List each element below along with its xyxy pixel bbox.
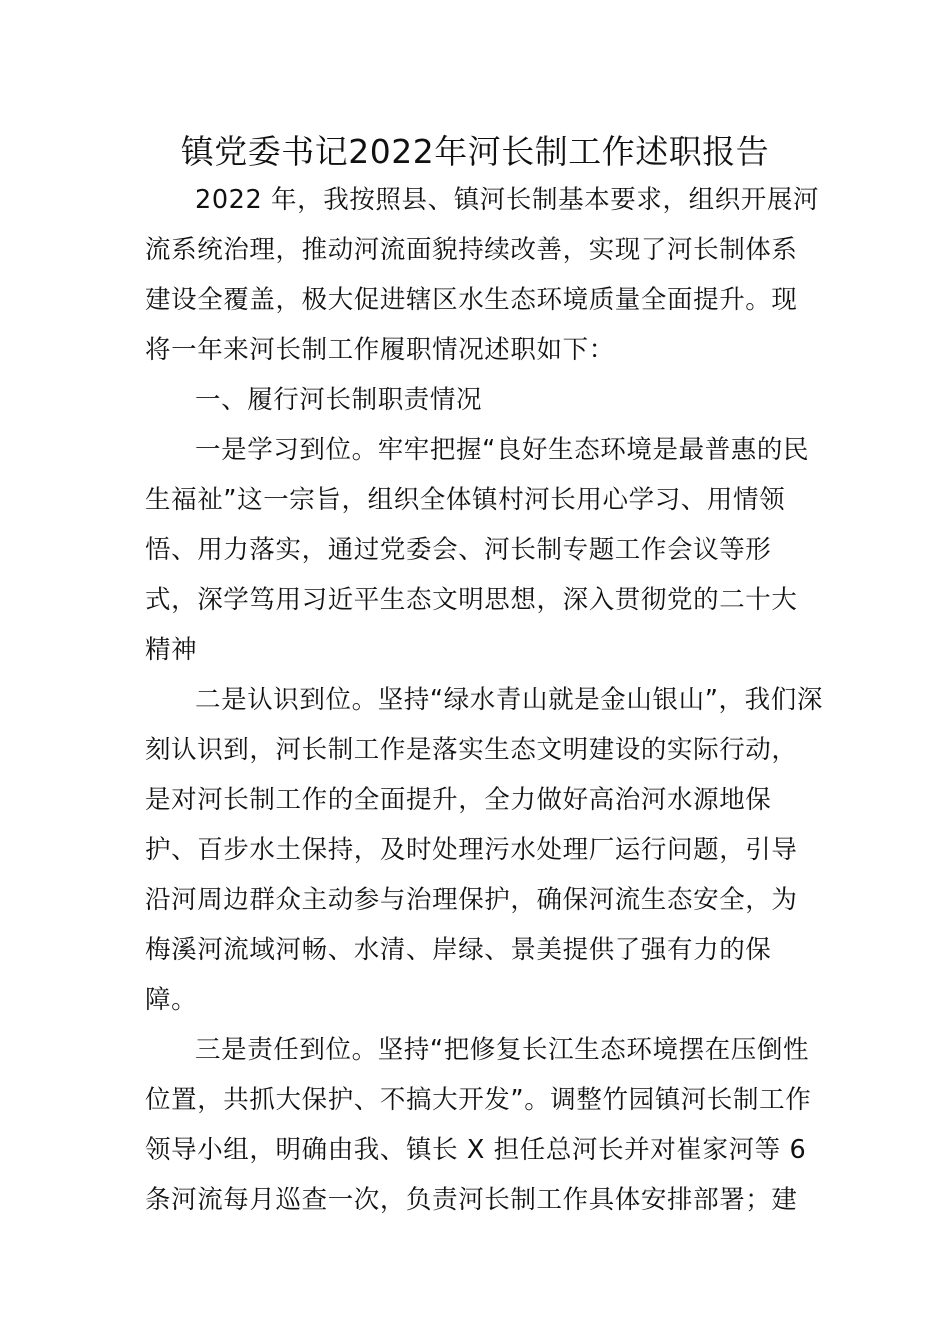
body-text-line: 流系统治理，推动河流面貌持续改善，实现了河长制体系: [145, 235, 798, 265]
body-text-line: 2022 年，我按照县、镇河长制基本要求，组织开展河: [195, 185, 820, 215]
body-text-line: 条河流每月巡查一次，负责河长制工作具体安排部署；建: [145, 1185, 798, 1215]
body-text-line: 悟、用力落实，通过党委会、河长制专题工作会议等形: [145, 535, 772, 565]
body-text-line: 将一年来河长制工作履职情况述职如下：: [145, 335, 615, 365]
body-text-line: 生福祉”这一宗旨，组织全体镇村河长用心学习、用情领: [145, 485, 786, 515]
document-title: 镇党委书记2022年河长制工作述职报告: [180, 132, 770, 171]
body-text-line: 是对河长制工作的全面提升，全力做好高治河水源地保: [145, 785, 772, 815]
body-text-line: 一是学习到位。牢牢把握“良好生态环境是最普惠的民: [195, 435, 810, 465]
body-text-line: 障。: [145, 985, 198, 1015]
body-text-line: 刻认识到，河长制工作是落实生态文明建设的实际行动，: [145, 735, 798, 765]
body-text-line: 梅溪河流域河畅、水清、岸绿、景美提供了强有力的保: [145, 935, 772, 965]
body-text-line: 三是责任到位。坚持“把修复长江生态环境摆在压倒性: [195, 1035, 810, 1065]
body-text-line: 式，深学笃用习近平生态文明思想，深入贯彻党的二十大: [145, 585, 798, 615]
body-text-line: 建设全覆盖，极大促进辖区水生态环境质量全面提升。现: [145, 285, 798, 315]
section-heading: 一、履行河长制职责情况: [195, 385, 483, 415]
body-text-line: 二是认识到位。坚持“绿水青山就是金山银山”，我们深: [195, 685, 823, 715]
body-text-line: 护、百步水土保持，及时处理污水处理厂运行问题，引导: [145, 835, 798, 865]
body-text-line: 领导小组，明确由我、镇长 X 担任总河长并对崔家河等 6: [145, 1135, 807, 1165]
body-text-line: 精神: [145, 635, 198, 665]
body-text-line: 位置，共抓大保护、不搞大开发”。调整竹园镇河长制工作: [145, 1085, 812, 1115]
body-text-line: 沿河周边群众主动参与治理保护，确保河流生态安全，为: [145, 885, 798, 915]
